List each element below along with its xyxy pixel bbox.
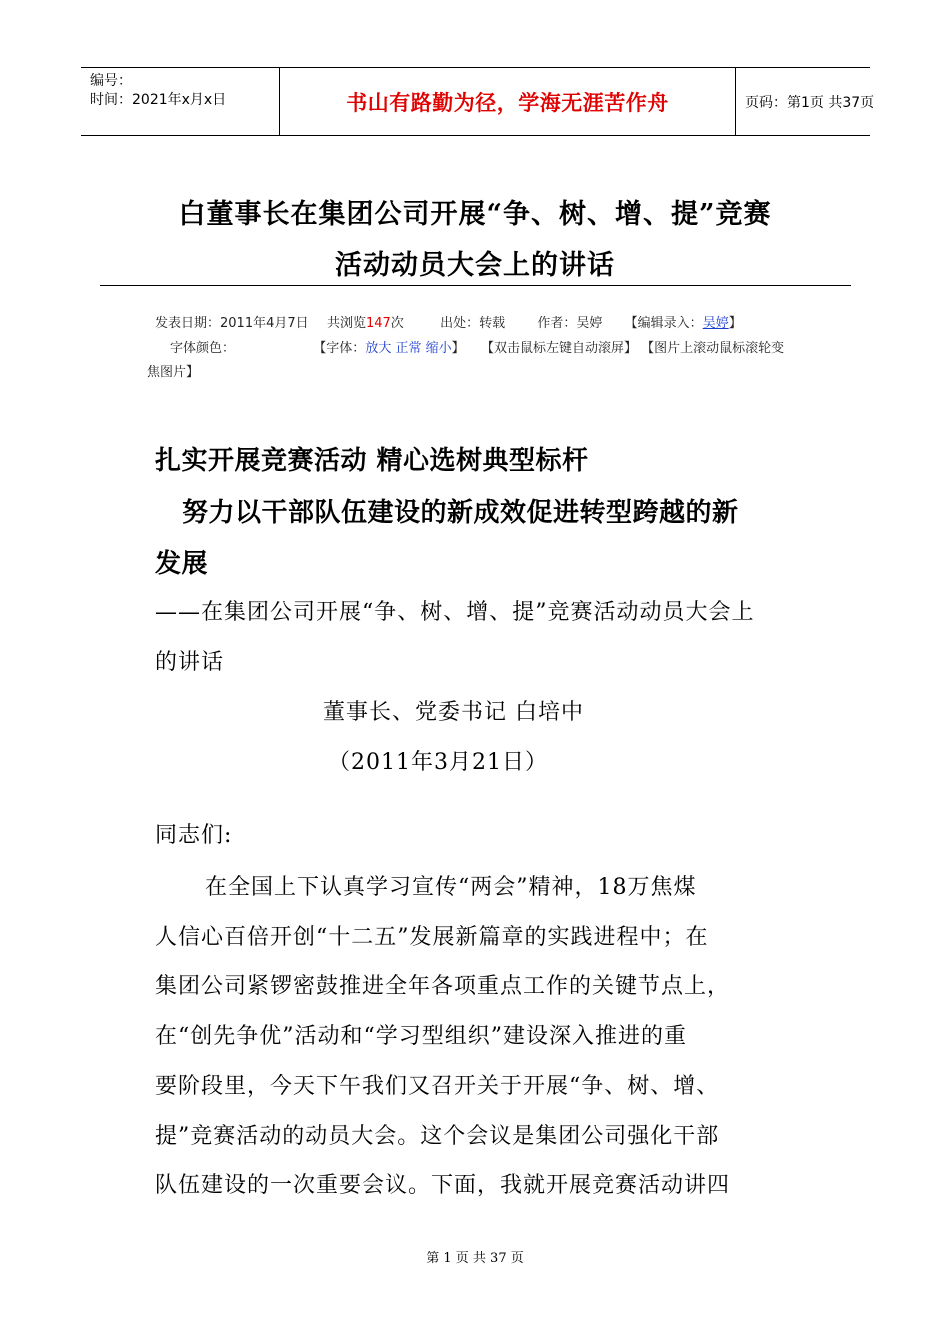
body-line: 要阶段里，今天下午我们又召开关于开展“争、树、增、 xyxy=(155,1074,720,1099)
views-prefix: 共浏览 xyxy=(326,316,366,331)
header-left-cell xyxy=(81,68,280,135)
date-value: 2011年4月7日 xyxy=(220,316,309,331)
header-motto: 书山有路勤为径，学海无涯苦作舟 xyxy=(280,68,736,135)
editor-prefix: 【编辑录入： xyxy=(624,316,703,331)
body-line: 人信心百倍开创“十二五”发展新篇章的实践进程中；在 xyxy=(155,925,709,950)
body-line: 队伍建设的一次重要会议。下面，我就开展竞赛活动讲四 xyxy=(155,1173,731,1198)
speech-subtitle-cont: 的讲话 xyxy=(155,650,225,675)
image-scroll-hint[interactable]: 【图片上滚动鼠标滚轮变 xyxy=(641,341,785,356)
document-title-line2: 活动动员大会上的讲话 xyxy=(335,250,615,281)
source: 出处：转载 xyxy=(440,316,506,331)
header-page-info: 页码：第1页 共37页 xyxy=(745,94,875,111)
speech-subtitle: ——在集团公司开展“争、树、增、提”竞赛活动动员大会上 xyxy=(155,600,755,625)
title-divider xyxy=(100,285,851,286)
body-line: 在全国上下认真学习宣传“两会”精神，18万焦煤 xyxy=(205,875,697,900)
time-label: 时间：2021年x月x日 xyxy=(90,92,227,108)
body-line: 在“创先争优”活动和“学习型组织”建设深入推进的重 xyxy=(155,1024,687,1049)
font-small-button[interactable]: 缩小 xyxy=(425,341,452,356)
header-table xyxy=(81,67,875,136)
body-line: 提”竞赛活动的动员大会。这个会议是集团公司强化干部 xyxy=(155,1124,720,1149)
editor-suffix: 】 xyxy=(728,316,742,331)
views-count: 147 xyxy=(365,316,391,331)
author: 作者：吴婷 xyxy=(537,316,603,331)
editor-link[interactable]: 吴婷 xyxy=(702,316,729,331)
article-meta-row2 xyxy=(170,337,784,356)
speaker: 董事长、党委书记 白培中 xyxy=(323,700,584,725)
body-line: 集团公司紧锣密鼓推进全年各项重点工作的关键节点上， xyxy=(155,974,731,999)
greeting: 同志们: xyxy=(155,823,233,848)
speech-date: （2011年3月21日） xyxy=(328,750,548,775)
font-normal-button[interactable]: 正常 xyxy=(395,341,422,356)
font-prefix: 【字体： xyxy=(313,341,366,356)
dblclick-scroll-hint[interactable]: 【双击鼠标左键自动滚屏】 xyxy=(480,341,637,356)
font-color-label: 字体颜色： xyxy=(170,341,236,356)
font-suffix: 】 xyxy=(451,341,465,356)
speech-heading-2: 努力以干部队伍建设的新成效促进转型跨越的新 xyxy=(182,498,739,528)
image-scroll-hint-cont: 焦图片】 xyxy=(147,365,200,380)
date-label: 发表日期： xyxy=(155,316,221,331)
speech-heading-2-cont: 发展 xyxy=(155,549,209,579)
font-large-button[interactable]: 放大 xyxy=(365,341,392,356)
number-label: 编号： xyxy=(90,73,132,89)
article-meta-row1 xyxy=(155,312,742,331)
document-title-line1: 白董事长在集团公司开展“争、树、增、提”竞赛 xyxy=(178,199,772,230)
views-suffix: 次 xyxy=(390,316,404,331)
page-footer: 第 1 页 共 37 页 xyxy=(426,1251,524,1266)
speech-heading-1: 扎实开展竞赛活动 精心选树典型标杆 xyxy=(155,446,589,476)
